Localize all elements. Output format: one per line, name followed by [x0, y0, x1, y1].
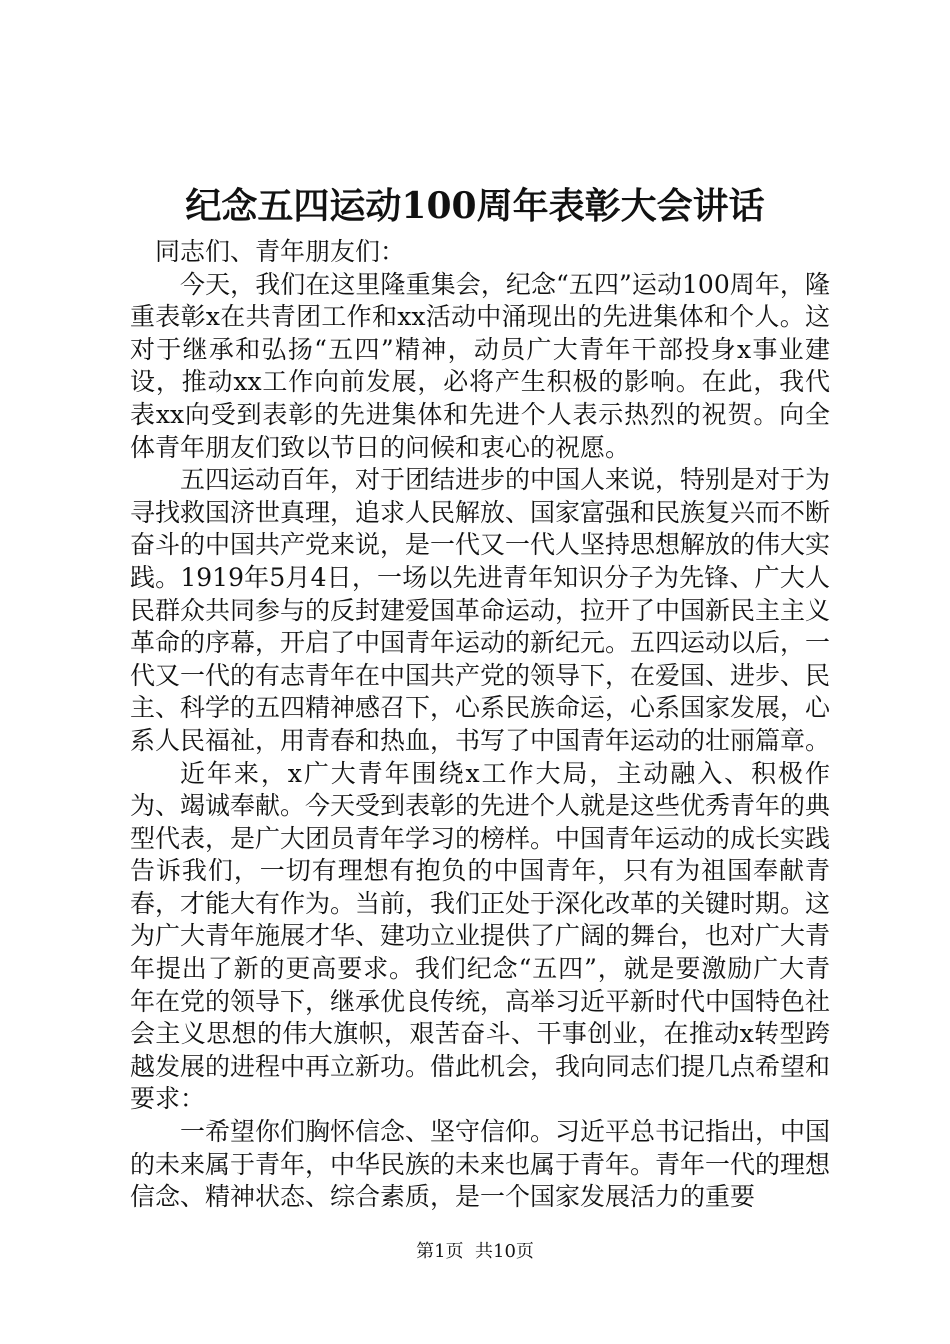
- footer-spacer: [464, 1241, 475, 1262]
- document-body: [130, 236, 830, 1214]
- paragraph-3: 近年来，x广大青年围绕x工作大局，主动融入、积极作为、竭诚奉献。今天受到表彰的先进个人就是这些优秀青年的典型代表，是广大团员青年学习的榜样。中国青年运动的成长实践告诉我们，一切有理想有抱负的中国青年，只有为祖国奉献青春，才能大有作为。当前，我们正处于深化改革的关键时期。这为广大青年施展才华、建功立业提供了广阔的舞台，也对广大青年提出了新的更高要求。我们纪念“五四”，就是要激励广大青年在党的领导下，继承优良传统，高举习近平新时代中国特色社会主义思想的伟大旗帜，艰苦奋斗、干事创业，在推动x转型跨越发展的进程中再立新功。借此机会，我向同志们提几点希望和要求：: [130, 758, 831, 1114]
- document-title: 纪念五四运动100周年表彰大会讲话: [185, 185, 765, 227]
- page-total: 共10页: [475, 1241, 534, 1262]
- page-number: 第1页: [416, 1241, 464, 1262]
- paragraph-1: 今天，我们在这里隆重集会，纪念“五四”运动100周年，隆重表彰x在共青团工作和xx活动中涌现出的先进集体和个人。这对于继承和弘扬“五四”精神，动员广大青年干部投身x事业建设，推动xx工作向前发展，必将产生积极的影响。在此，我代表xx向受到表彰的先进集体和先进个人表示热烈的祝贺。向全体青年朋友们致以节日的问候和衷心的祝愿。: [130, 269, 830, 462]
- paragraph-4: 一希望你们胸怀信念、坚守信仰。习近平总书记指出，中国的未来属于青年，中华民族的未来也属于青年。青年一代的理想信念、精神状态、综合素质，是一个国家发展活力的重要: [130, 1117, 831, 1212]
- salutation: 同志们、青年朋友们：: [155, 237, 406, 266]
- page-footer: [0, 1240, 950, 1264]
- paragraph-2: 五四运动百年，对于团结进步的中国人来说，特别是对于为寻找救国济世真理，追求人民解放、国家富强和民族复兴而不断奋斗的中国共产党来说，是一代又一代人坚持思想解放的伟大实践。1919年5月4日，一场以先进青年知识分子为先锋、广大人民群众共同参与的反封建爱国革命运动，拉开了中国新民主主义革命的序幕，开启了中国青年运动的新纪元。五四运动以后，一代又一代的有志青年在中国共产党的领导下，在爱国、进步、民主、科学的五四精神感召下，心系民族命运，心系国家发展，心系人民福祉，用青春和热血，书写了中国青年运动的壮丽篇章。: [130, 465, 831, 755]
